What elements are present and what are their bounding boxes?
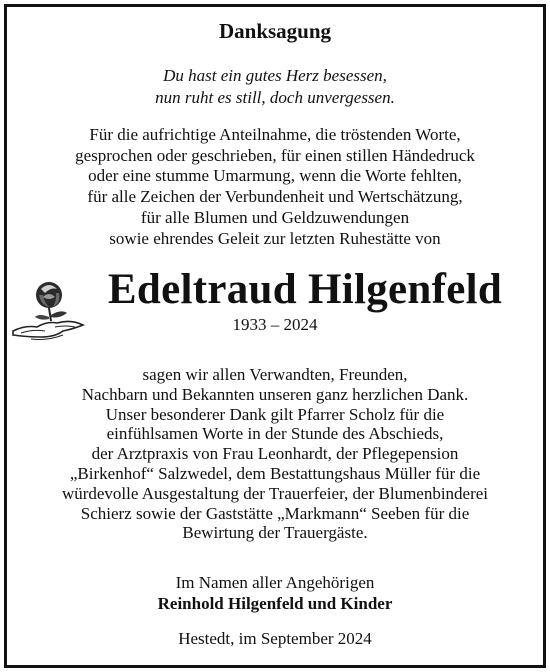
verse-line: nun ruht es still, doch unvergessen. xyxy=(155,88,395,107)
thanks-line: Unser besonderer Dank gilt Pfarrer Scholz für die xyxy=(105,404,445,424)
intro-line: für alle Zeichen der Verbundenheit und Wertschätzung, xyxy=(87,187,463,207)
closing xyxy=(7,572,543,614)
verse-line: Du hast ein gutes Herz besessen, xyxy=(163,66,387,85)
intro-line: gesprochen oder geschrieben, für einen stillen Händedruck xyxy=(75,145,475,165)
thanks-text xyxy=(7,365,543,543)
obituary-card xyxy=(4,4,546,668)
thanks-line: Bewirtung der Trauergäste. xyxy=(182,523,368,543)
intro-text xyxy=(7,125,543,249)
verse xyxy=(7,65,543,109)
page-title: Danksagung xyxy=(218,19,332,43)
intro-line: Für die aufrichtige Anteilnahme, die tröstenden Worte, xyxy=(89,125,461,144)
thanks-line: „Birkenhof“ Salzwedel, dem Bestattungshaus Müller für die xyxy=(69,463,481,483)
thanks-line: Schierz sowie der Gaststätte „Markmann“ Seeben für die xyxy=(80,503,470,523)
thanks-line: würdevolle Ausgestaltung der Trauerfeier, der Blumenbinderei xyxy=(61,483,489,503)
thanks-line: sagen wir allen Verwandten, Freunden, xyxy=(142,365,408,384)
thanks-line: Nachbarn und Bekannten unseren ganz herzlichen Dank. xyxy=(81,384,469,404)
intro-line: sowie ehrendes Geleit zur letzten Ruhestätte von xyxy=(109,228,441,248)
thanks-line: einfühlsamen Worte in der Stunde des Abschieds, xyxy=(106,424,444,444)
place-date: Hestedt, im September 2024 xyxy=(178,629,372,648)
intro-line: oder eine stumme Umarmung, wenn die Worte fehlten, xyxy=(88,166,462,186)
deceased-name: Edeltraud Hilgenfeld xyxy=(107,266,503,313)
thanks-line: der Arztpraxis von Frau Leonhardt, der Pflegepension xyxy=(91,444,459,464)
intro-line: für alle Blumen und Geldzuwendungen xyxy=(140,207,410,227)
signers: Reinhold Hilgenfeld und Kinder xyxy=(157,594,393,613)
life-dates: 1933 – 2024 xyxy=(232,315,318,334)
closing-line: Im Namen aller Angehörigen xyxy=(175,573,375,592)
